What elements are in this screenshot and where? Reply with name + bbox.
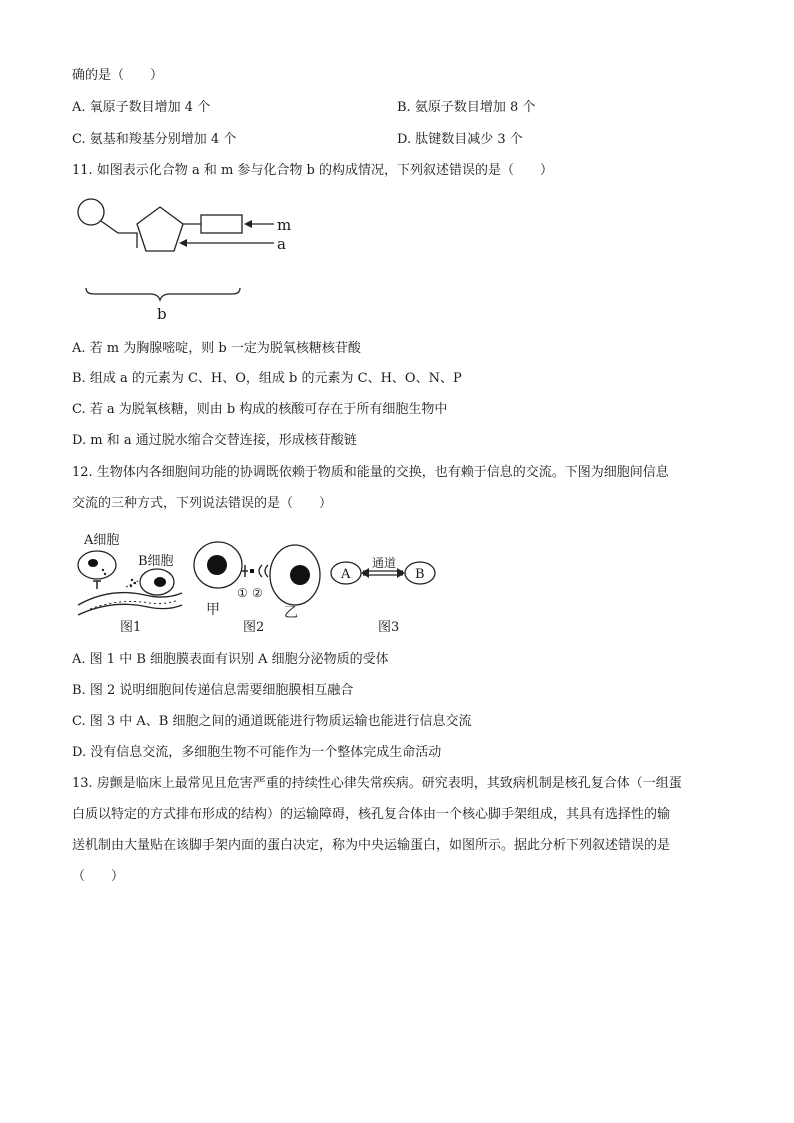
- label-a: a: [277, 235, 286, 253]
- q12-option-a: A. 图 1 中 B 细胞膜表面有识别 A 细胞分泌物质的受体: [72, 652, 389, 667]
- channel-arrow-right: [397, 568, 405, 578]
- label-jia: 甲: [206, 602, 220, 618]
- q12-option-c: C. 图 3 中 A、B 细胞之间的通道既能进行物质运输也能进行信息交流: [72, 714, 472, 729]
- cell-jia-nucleus: [207, 555, 227, 575]
- secretion-dot: [104, 573, 106, 575]
- phosphate-circle: [78, 199, 104, 225]
- label-yi: 乙: [284, 605, 298, 621]
- q13-line3: 送机制由大量贴在该脚手架内面的蛋白决定，称为中央运输蛋白，如图所示。据此分析下列叙述错误的是: [72, 838, 671, 853]
- figure-2: [194, 542, 320, 635]
- node-b-label: B: [415, 567, 425, 582]
- q12-stem-line1: 12. 生物体内各细胞间功能的协调既依赖于物质和能量的交换，也有赖于信息的交流。下图为细胞间信息: [72, 465, 669, 480]
- q10-option-a: A. 氧原子数目增加 4 个: [72, 100, 211, 115]
- arrow-a-head: [179, 239, 187, 247]
- ligand: [250, 569, 254, 573]
- node-a-label: A: [341, 567, 351, 582]
- signal-dot: [131, 579, 133, 581]
- cell-yi-nucleus: [290, 565, 310, 585]
- q12-option-b: B. 图 2 说明细胞间传递信息需要细胞膜相互融合: [72, 683, 354, 698]
- secretion-dot: [102, 569, 104, 571]
- label-cell-a: A细胞: [84, 533, 120, 548]
- q10-option-b: B. 氨原子数目增加 8 个: [397, 100, 536, 115]
- q10-stem-tail: 确的是（ ）: [72, 68, 164, 83]
- nitrogenous-base: [201, 215, 242, 233]
- vessel-wall-top: [78, 593, 182, 605]
- label-cell-b: B细胞: [138, 554, 174, 569]
- vessel-wall-bottom: [78, 604, 182, 615]
- q13-line4: （ ）: [72, 869, 125, 884]
- q11-option-a: A. 若 m 为胸腺嘧啶，则 b 一定为脱氧核糖核苷酸: [72, 341, 361, 356]
- brace-b: [86, 288, 240, 300]
- figure-3: [331, 556, 435, 635]
- receptor-arc: [259, 565, 262, 577]
- label-circle-2: ②: [252, 586, 263, 600]
- pentose-sugar: [137, 207, 183, 251]
- label-m: m: [277, 216, 292, 234]
- cell-a-nucleus: [88, 559, 98, 567]
- q11-stem: 11. 如图表示化合物 a 和 m 参与化合物 b 的构成情况，下列叙述错误的是（ ）: [72, 163, 554, 178]
- q10-option-d: D. 肽键数目减少 3 个: [397, 132, 523, 147]
- cell-b-nucleus: [154, 577, 166, 587]
- label-channel: 通道: [372, 556, 397, 570]
- figure-2-caption: 图2: [243, 620, 265, 635]
- arrow-m-head: [244, 220, 252, 228]
- figure-1-caption: 图1: [120, 620, 142, 635]
- q11-option-c: C. 若 a 为脱氧核糖，则由 b 构成的核酸可存在于所有细胞生物中: [72, 402, 448, 417]
- phosphate-bond: [101, 221, 137, 248]
- nucleotide-figure: [70, 193, 310, 323]
- label-circle-1: ①: [237, 586, 248, 600]
- q11-option-d: D. m 和 a 通过脱水缩合交替连接，形成核苷酸链: [72, 433, 357, 448]
- q10-option-c: C. 氨基和羧基分别增加 4 个: [72, 132, 237, 147]
- q12-stem-line2: 交流的三种方式，下列说法错误的是（ ）: [72, 496, 333, 511]
- cell-communication-figure: [70, 525, 450, 640]
- q12-option-d: D. 没有信息交流，多细胞生物不可能作为一个整体完成生命活动: [72, 745, 442, 760]
- q13-line2: 白质以特定的方式排布形成的结构）的运输障碍，核孔复合体由一个核心脚手架组成，其具有选择性的输: [72, 807, 671, 822]
- label-b: b: [157, 305, 167, 323]
- channel-arrow-left: [361, 568, 369, 578]
- figure-1: [78, 533, 182, 635]
- q11-option-b: B. 组成 a 的元素为 C、H、O，组成 b 的元素为 C、H、O、N、P: [72, 371, 462, 386]
- figure-3-caption: 图3: [378, 620, 400, 635]
- q13-line1: 13. 房颤是临床上最常见且危害严重的持续性心律失常疾病。研究表明，其致病机制是核孔复合体（一组蛋: [72, 776, 682, 791]
- receptor-arc: [265, 565, 268, 577]
